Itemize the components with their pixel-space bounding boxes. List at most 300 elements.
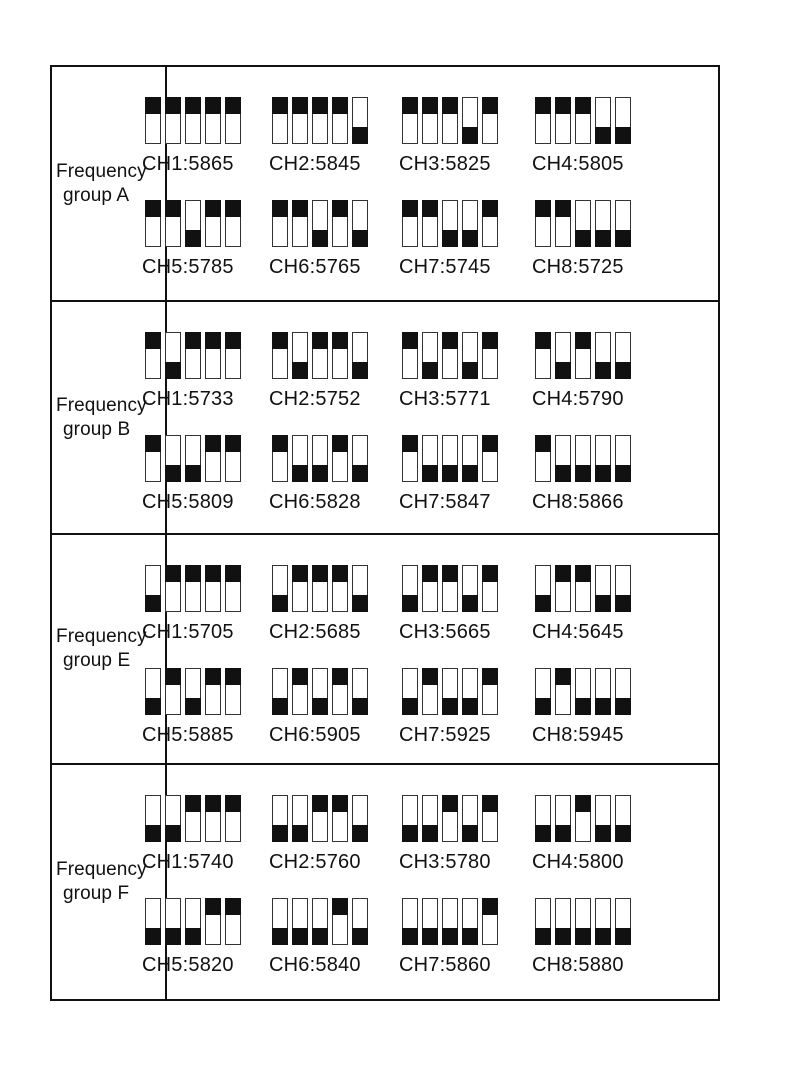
group-label-line1: Frequency bbox=[56, 859, 147, 880]
dip-switch-knob bbox=[312, 97, 328, 114]
channel-cell bbox=[269, 332, 392, 422]
dip-switch-knob bbox=[555, 465, 571, 482]
dip-switch-knob bbox=[205, 97, 221, 114]
channel-cell bbox=[269, 97, 392, 187]
dip-switch bbox=[402, 668, 418, 715]
dip-switch bbox=[352, 565, 368, 612]
dip-switch bbox=[595, 332, 611, 379]
dip-switch-knob bbox=[205, 898, 221, 915]
dip-switch bbox=[535, 97, 551, 144]
dip-switch-knob bbox=[272, 928, 288, 945]
dip-switch-knob bbox=[312, 698, 328, 715]
dip-switch bbox=[442, 795, 458, 842]
dip-switch bbox=[272, 898, 288, 945]
channel-label: CH6:5828 bbox=[269, 491, 361, 513]
channel-label: CH4:5800 bbox=[532, 851, 624, 873]
dip-switch-knob bbox=[352, 825, 368, 842]
dip-switch-knob bbox=[292, 668, 308, 685]
dip-switch-knob bbox=[482, 332, 498, 349]
channel-label: CH5:5820 bbox=[142, 954, 234, 976]
dip-switch-knob bbox=[402, 200, 418, 217]
channel-cell bbox=[142, 565, 265, 655]
dip-switch bbox=[225, 898, 241, 945]
channel-label: CH4:5645 bbox=[532, 621, 624, 643]
dip-switch bbox=[165, 97, 181, 144]
dip-switch bbox=[442, 565, 458, 612]
dip-switch-knob bbox=[332, 898, 348, 915]
group-label-line2: group B bbox=[63, 418, 131, 440]
dip-switch bbox=[225, 332, 241, 379]
channel-cell bbox=[269, 898, 392, 988]
dip-switch-knob bbox=[575, 97, 591, 114]
channel-label: CH3:5665 bbox=[399, 621, 491, 643]
dip-switch-knob bbox=[272, 698, 288, 715]
dip-switch-knob bbox=[482, 200, 498, 217]
dip-switch bbox=[462, 668, 478, 715]
dip-switch bbox=[205, 565, 221, 612]
dip-switch-knob bbox=[352, 230, 368, 247]
dip-switch-knob bbox=[462, 127, 478, 144]
dip-switch bbox=[595, 435, 611, 482]
dip-switch-knob bbox=[422, 565, 438, 582]
dip-switch bbox=[462, 565, 478, 612]
dip-switch bbox=[555, 435, 571, 482]
channel-label: CH2:5845 bbox=[269, 153, 361, 175]
dip-switch-knob bbox=[402, 698, 418, 715]
dip-switch-knob bbox=[595, 127, 611, 144]
channel-cell bbox=[532, 668, 655, 758]
dip-switch-knob bbox=[482, 898, 498, 915]
dip-switch-knob bbox=[462, 698, 478, 715]
dip-switch-knob bbox=[145, 332, 161, 349]
dip-switch-knob bbox=[185, 465, 201, 482]
dip-switch-knob bbox=[352, 362, 368, 379]
dip-switch-knob bbox=[352, 698, 368, 715]
frequency-group-row bbox=[52, 765, 718, 999]
dip-switch-knob bbox=[442, 565, 458, 582]
dip-switch-knob bbox=[145, 200, 161, 217]
dip-switch-knob bbox=[185, 230, 201, 247]
dip-switch bbox=[402, 200, 418, 247]
channel-label: CH1:5705 bbox=[142, 621, 234, 643]
dip-switch bbox=[292, 668, 308, 715]
dip-switch bbox=[225, 668, 241, 715]
dip-switch bbox=[165, 435, 181, 482]
dip-switch bbox=[145, 795, 161, 842]
dip-switch bbox=[575, 565, 591, 612]
channel-cell bbox=[142, 200, 265, 290]
dip-switch-knob bbox=[352, 595, 368, 612]
dip-switch-knob bbox=[482, 795, 498, 812]
dip-switch bbox=[352, 200, 368, 247]
dip-switch bbox=[332, 97, 348, 144]
dip-switch bbox=[165, 565, 181, 612]
dip-switch-knob bbox=[462, 825, 478, 842]
dip-switch bbox=[422, 332, 438, 379]
frequency-group-row bbox=[52, 535, 718, 765]
dip-switch bbox=[292, 898, 308, 945]
dip-switch-knob bbox=[575, 795, 591, 812]
dip-switch bbox=[292, 435, 308, 482]
channel-label: CH4:5805 bbox=[532, 153, 624, 175]
dip-switch bbox=[535, 668, 551, 715]
group-label-line2: group E bbox=[63, 650, 131, 671]
dip-switch-knob bbox=[225, 332, 241, 349]
dip-switch-knob bbox=[482, 435, 498, 452]
dip-switch-knob bbox=[442, 465, 458, 482]
dip-switch bbox=[615, 97, 631, 144]
channel-label: CH3:5771 bbox=[399, 388, 491, 410]
dip-switch-knob bbox=[615, 825, 631, 842]
dip-switch-knob bbox=[442, 332, 458, 349]
dip-switch bbox=[422, 898, 438, 945]
dip-switch bbox=[205, 97, 221, 144]
channel-cell bbox=[399, 200, 522, 290]
dip-switch bbox=[272, 97, 288, 144]
dip-switch-knob bbox=[402, 97, 418, 114]
dip-switch bbox=[442, 668, 458, 715]
channel-cell bbox=[142, 795, 265, 885]
dip-switch-knob bbox=[595, 465, 611, 482]
dip-switch-knob bbox=[272, 97, 288, 114]
dip-switch bbox=[312, 97, 328, 144]
dip-switch-knob bbox=[292, 97, 308, 114]
frequency-group-row bbox=[52, 302, 718, 535]
dip-switch bbox=[442, 435, 458, 482]
dip-switch-knob bbox=[535, 698, 551, 715]
dip-switch-knob bbox=[555, 97, 571, 114]
channel-label: CH2:5685 bbox=[269, 621, 361, 643]
channel-label: CH8:5725 bbox=[532, 256, 624, 278]
dip-switch-knob bbox=[442, 698, 458, 715]
dip-switch bbox=[442, 898, 458, 945]
channel-cell bbox=[269, 200, 392, 290]
dip-switch bbox=[352, 97, 368, 144]
dip-switch-knob bbox=[165, 465, 181, 482]
dip-switch-knob bbox=[535, 595, 551, 612]
dip-switch-knob bbox=[615, 928, 631, 945]
dip-switch-knob bbox=[225, 97, 241, 114]
dip-switch bbox=[225, 565, 241, 612]
dip-switch-knob bbox=[352, 127, 368, 144]
dip-switch bbox=[312, 332, 328, 379]
dip-switch-knob bbox=[535, 928, 551, 945]
dip-switch bbox=[575, 795, 591, 842]
dip-switch bbox=[615, 795, 631, 842]
dip-switch bbox=[595, 565, 611, 612]
dip-switch bbox=[462, 97, 478, 144]
dip-switch bbox=[555, 200, 571, 247]
dip-switch-knob bbox=[575, 698, 591, 715]
channel-label: CH6:5905 bbox=[269, 724, 361, 746]
dip-switch bbox=[145, 97, 161, 144]
channel-label: CH5:5885 bbox=[142, 724, 234, 746]
dip-switch-knob bbox=[225, 200, 241, 217]
dip-switch-knob bbox=[205, 200, 221, 217]
dip-switch bbox=[185, 795, 201, 842]
dip-switch bbox=[352, 332, 368, 379]
channel-label: CH1:5865 bbox=[142, 153, 234, 175]
dip-switch-knob bbox=[535, 825, 551, 842]
dip-switch-knob bbox=[442, 230, 458, 247]
dip-switch bbox=[595, 668, 611, 715]
dip-switch bbox=[402, 332, 418, 379]
channel-cell bbox=[142, 97, 265, 187]
dip-switch bbox=[402, 97, 418, 144]
dip-switch bbox=[615, 332, 631, 379]
dip-switch-knob bbox=[165, 565, 181, 582]
dip-switch bbox=[535, 435, 551, 482]
dip-switch-knob bbox=[332, 332, 348, 349]
dip-switch-knob bbox=[165, 928, 181, 945]
dip-switch bbox=[312, 565, 328, 612]
dip-switch bbox=[422, 668, 438, 715]
dip-switch-knob bbox=[165, 362, 181, 379]
dip-switch bbox=[482, 332, 498, 379]
dip-switch-knob bbox=[575, 332, 591, 349]
dip-switch bbox=[185, 565, 201, 612]
dip-switch-knob bbox=[462, 362, 478, 379]
group-label-line2: group A bbox=[63, 184, 130, 206]
channel-cell bbox=[269, 668, 392, 758]
dip-switch bbox=[225, 795, 241, 842]
channel-cell bbox=[142, 668, 265, 758]
dip-switch-knob bbox=[145, 825, 161, 842]
dip-switch bbox=[462, 200, 478, 247]
dip-switch-knob bbox=[482, 97, 498, 114]
dip-switch bbox=[312, 898, 328, 945]
dip-switch bbox=[145, 435, 161, 482]
channel-label: CH1:5740 bbox=[142, 851, 234, 873]
dip-switch-knob bbox=[165, 97, 181, 114]
dip-switch bbox=[482, 795, 498, 842]
dip-switch-knob bbox=[422, 825, 438, 842]
channel-cell bbox=[532, 435, 655, 525]
dip-switch-knob bbox=[595, 928, 611, 945]
dip-switch-knob bbox=[312, 465, 328, 482]
dip-switch bbox=[272, 200, 288, 247]
dip-switch bbox=[352, 795, 368, 842]
dip-switch bbox=[352, 898, 368, 945]
dip-switch bbox=[575, 898, 591, 945]
dip-switch bbox=[225, 200, 241, 247]
dip-switch bbox=[462, 898, 478, 945]
dip-switch-knob bbox=[145, 435, 161, 452]
dip-switch bbox=[575, 668, 591, 715]
dip-switch bbox=[555, 97, 571, 144]
dip-switch-knob bbox=[555, 362, 571, 379]
dip-switch bbox=[402, 435, 418, 482]
dip-switch bbox=[535, 332, 551, 379]
dip-switch bbox=[575, 435, 591, 482]
channel-cell bbox=[142, 332, 265, 422]
dip-switch-knob bbox=[535, 435, 551, 452]
dip-switch bbox=[555, 898, 571, 945]
dip-switch bbox=[535, 200, 551, 247]
dip-switch-knob bbox=[205, 332, 221, 349]
dip-switch-knob bbox=[462, 465, 478, 482]
channel-label: CH1:5733 bbox=[142, 388, 234, 410]
dip-switch bbox=[292, 565, 308, 612]
channel-cell bbox=[532, 97, 655, 187]
dip-switch bbox=[185, 200, 201, 247]
dip-switch-knob bbox=[272, 435, 288, 452]
dip-switch-knob bbox=[272, 200, 288, 217]
dip-switch bbox=[402, 795, 418, 842]
dip-switch-knob bbox=[462, 928, 478, 945]
dip-switch-knob bbox=[332, 97, 348, 114]
channel-label: CH8:5945 bbox=[532, 724, 624, 746]
dip-switch bbox=[145, 200, 161, 247]
channel-label: CH5:5785 bbox=[142, 256, 234, 278]
dip-switch bbox=[482, 435, 498, 482]
dip-switch bbox=[272, 332, 288, 379]
dip-switch-knob bbox=[402, 595, 418, 612]
dip-switch bbox=[615, 668, 631, 715]
dip-switch-knob bbox=[185, 698, 201, 715]
group-label-line1: Frequency bbox=[56, 160, 147, 182]
dip-switch-knob bbox=[312, 332, 328, 349]
dip-switch bbox=[165, 795, 181, 842]
dip-switch-knob bbox=[292, 362, 308, 379]
dip-switch bbox=[225, 97, 241, 144]
dip-switch-knob bbox=[165, 825, 181, 842]
dip-switch-knob bbox=[442, 97, 458, 114]
dip-switch-knob bbox=[185, 928, 201, 945]
dip-switch bbox=[185, 898, 201, 945]
dip-switch-knob bbox=[185, 332, 201, 349]
dip-switch bbox=[205, 200, 221, 247]
dip-switch-knob bbox=[312, 795, 328, 812]
dip-switch-knob bbox=[615, 595, 631, 612]
channel-label: CH7:5847 bbox=[399, 491, 491, 513]
dip-switch-knob bbox=[292, 200, 308, 217]
dip-switch-knob bbox=[422, 928, 438, 945]
dip-switch bbox=[145, 565, 161, 612]
channel-label: CH6:5840 bbox=[269, 954, 361, 976]
dip-switch-knob bbox=[575, 230, 591, 247]
dip-switch bbox=[332, 332, 348, 379]
frequency-table bbox=[50, 65, 720, 1001]
dip-switch bbox=[402, 898, 418, 945]
dip-switch-knob bbox=[225, 795, 241, 812]
dip-switch-knob bbox=[535, 200, 551, 217]
dip-switch-knob bbox=[402, 928, 418, 945]
dip-switch-knob bbox=[332, 668, 348, 685]
dip-switch bbox=[615, 565, 631, 612]
dip-switch bbox=[165, 898, 181, 945]
dip-switch bbox=[575, 200, 591, 247]
channel-label: CH2:5752 bbox=[269, 388, 361, 410]
dip-switch-knob bbox=[272, 595, 288, 612]
dip-switch-knob bbox=[312, 565, 328, 582]
dip-switch-knob bbox=[422, 97, 438, 114]
dip-switch-knob bbox=[535, 332, 551, 349]
dip-switch-knob bbox=[402, 435, 418, 452]
dip-switch-knob bbox=[145, 97, 161, 114]
dip-switch bbox=[205, 898, 221, 945]
dip-switch-knob bbox=[292, 565, 308, 582]
dip-switch bbox=[185, 97, 201, 144]
dip-switch bbox=[145, 332, 161, 379]
dip-switch bbox=[535, 795, 551, 842]
dip-switch bbox=[535, 898, 551, 945]
dip-switch-knob bbox=[272, 825, 288, 842]
channel-label: CH7:5745 bbox=[399, 256, 491, 278]
dip-switch bbox=[402, 565, 418, 612]
dip-switch-knob bbox=[555, 825, 571, 842]
dip-switch bbox=[272, 435, 288, 482]
dip-switch bbox=[422, 565, 438, 612]
channel-label: CH4:5790 bbox=[532, 388, 624, 410]
dip-switch bbox=[225, 435, 241, 482]
dip-switch bbox=[312, 668, 328, 715]
dip-switch-knob bbox=[615, 362, 631, 379]
channel-cell bbox=[269, 795, 392, 885]
dip-switch-knob bbox=[292, 465, 308, 482]
channel-cell bbox=[532, 332, 655, 422]
channel-cell bbox=[532, 795, 655, 885]
dip-switch bbox=[292, 97, 308, 144]
channel-label: CH2:5760 bbox=[269, 851, 361, 873]
dip-switch-knob bbox=[555, 928, 571, 945]
dip-switch bbox=[332, 200, 348, 247]
dip-switch bbox=[185, 435, 201, 482]
dip-switch bbox=[352, 435, 368, 482]
dip-switch bbox=[462, 795, 478, 842]
dip-switch bbox=[205, 668, 221, 715]
dip-switch bbox=[595, 795, 611, 842]
dip-switch bbox=[462, 332, 478, 379]
dip-switch-knob bbox=[292, 928, 308, 945]
dip-switch bbox=[422, 435, 438, 482]
dip-switch bbox=[482, 565, 498, 612]
dip-switch-knob bbox=[535, 97, 551, 114]
dip-switch-knob bbox=[185, 565, 201, 582]
dip-switch bbox=[205, 795, 221, 842]
dip-switch-knob bbox=[422, 362, 438, 379]
group-label-line1: Frequency bbox=[56, 626, 147, 647]
dip-switch-knob bbox=[205, 795, 221, 812]
dip-switch-knob bbox=[555, 565, 571, 582]
dip-switch bbox=[185, 332, 201, 379]
dip-switch-knob bbox=[615, 465, 631, 482]
dip-switch-knob bbox=[332, 795, 348, 812]
dip-switch-knob bbox=[615, 698, 631, 715]
dip-switch-knob bbox=[352, 928, 368, 945]
dip-switch-knob bbox=[442, 928, 458, 945]
channel-cell bbox=[399, 565, 522, 655]
channel-cell bbox=[269, 565, 392, 655]
dip-switch-knob bbox=[462, 230, 478, 247]
dip-switch bbox=[332, 795, 348, 842]
dip-switch-knob bbox=[145, 928, 161, 945]
dip-switch bbox=[332, 898, 348, 945]
dip-switch bbox=[165, 668, 181, 715]
frequency-group-row bbox=[52, 67, 718, 302]
dip-switch-knob bbox=[595, 698, 611, 715]
dip-switch bbox=[575, 97, 591, 144]
dip-switch bbox=[165, 332, 181, 379]
dip-switch bbox=[482, 200, 498, 247]
channel-cell bbox=[399, 898, 522, 988]
dip-switch-knob bbox=[462, 595, 478, 612]
dip-switch-knob bbox=[332, 565, 348, 582]
dip-switch bbox=[555, 332, 571, 379]
channel-cell bbox=[399, 795, 522, 885]
channel-cell bbox=[532, 565, 655, 655]
dip-switch bbox=[292, 795, 308, 842]
